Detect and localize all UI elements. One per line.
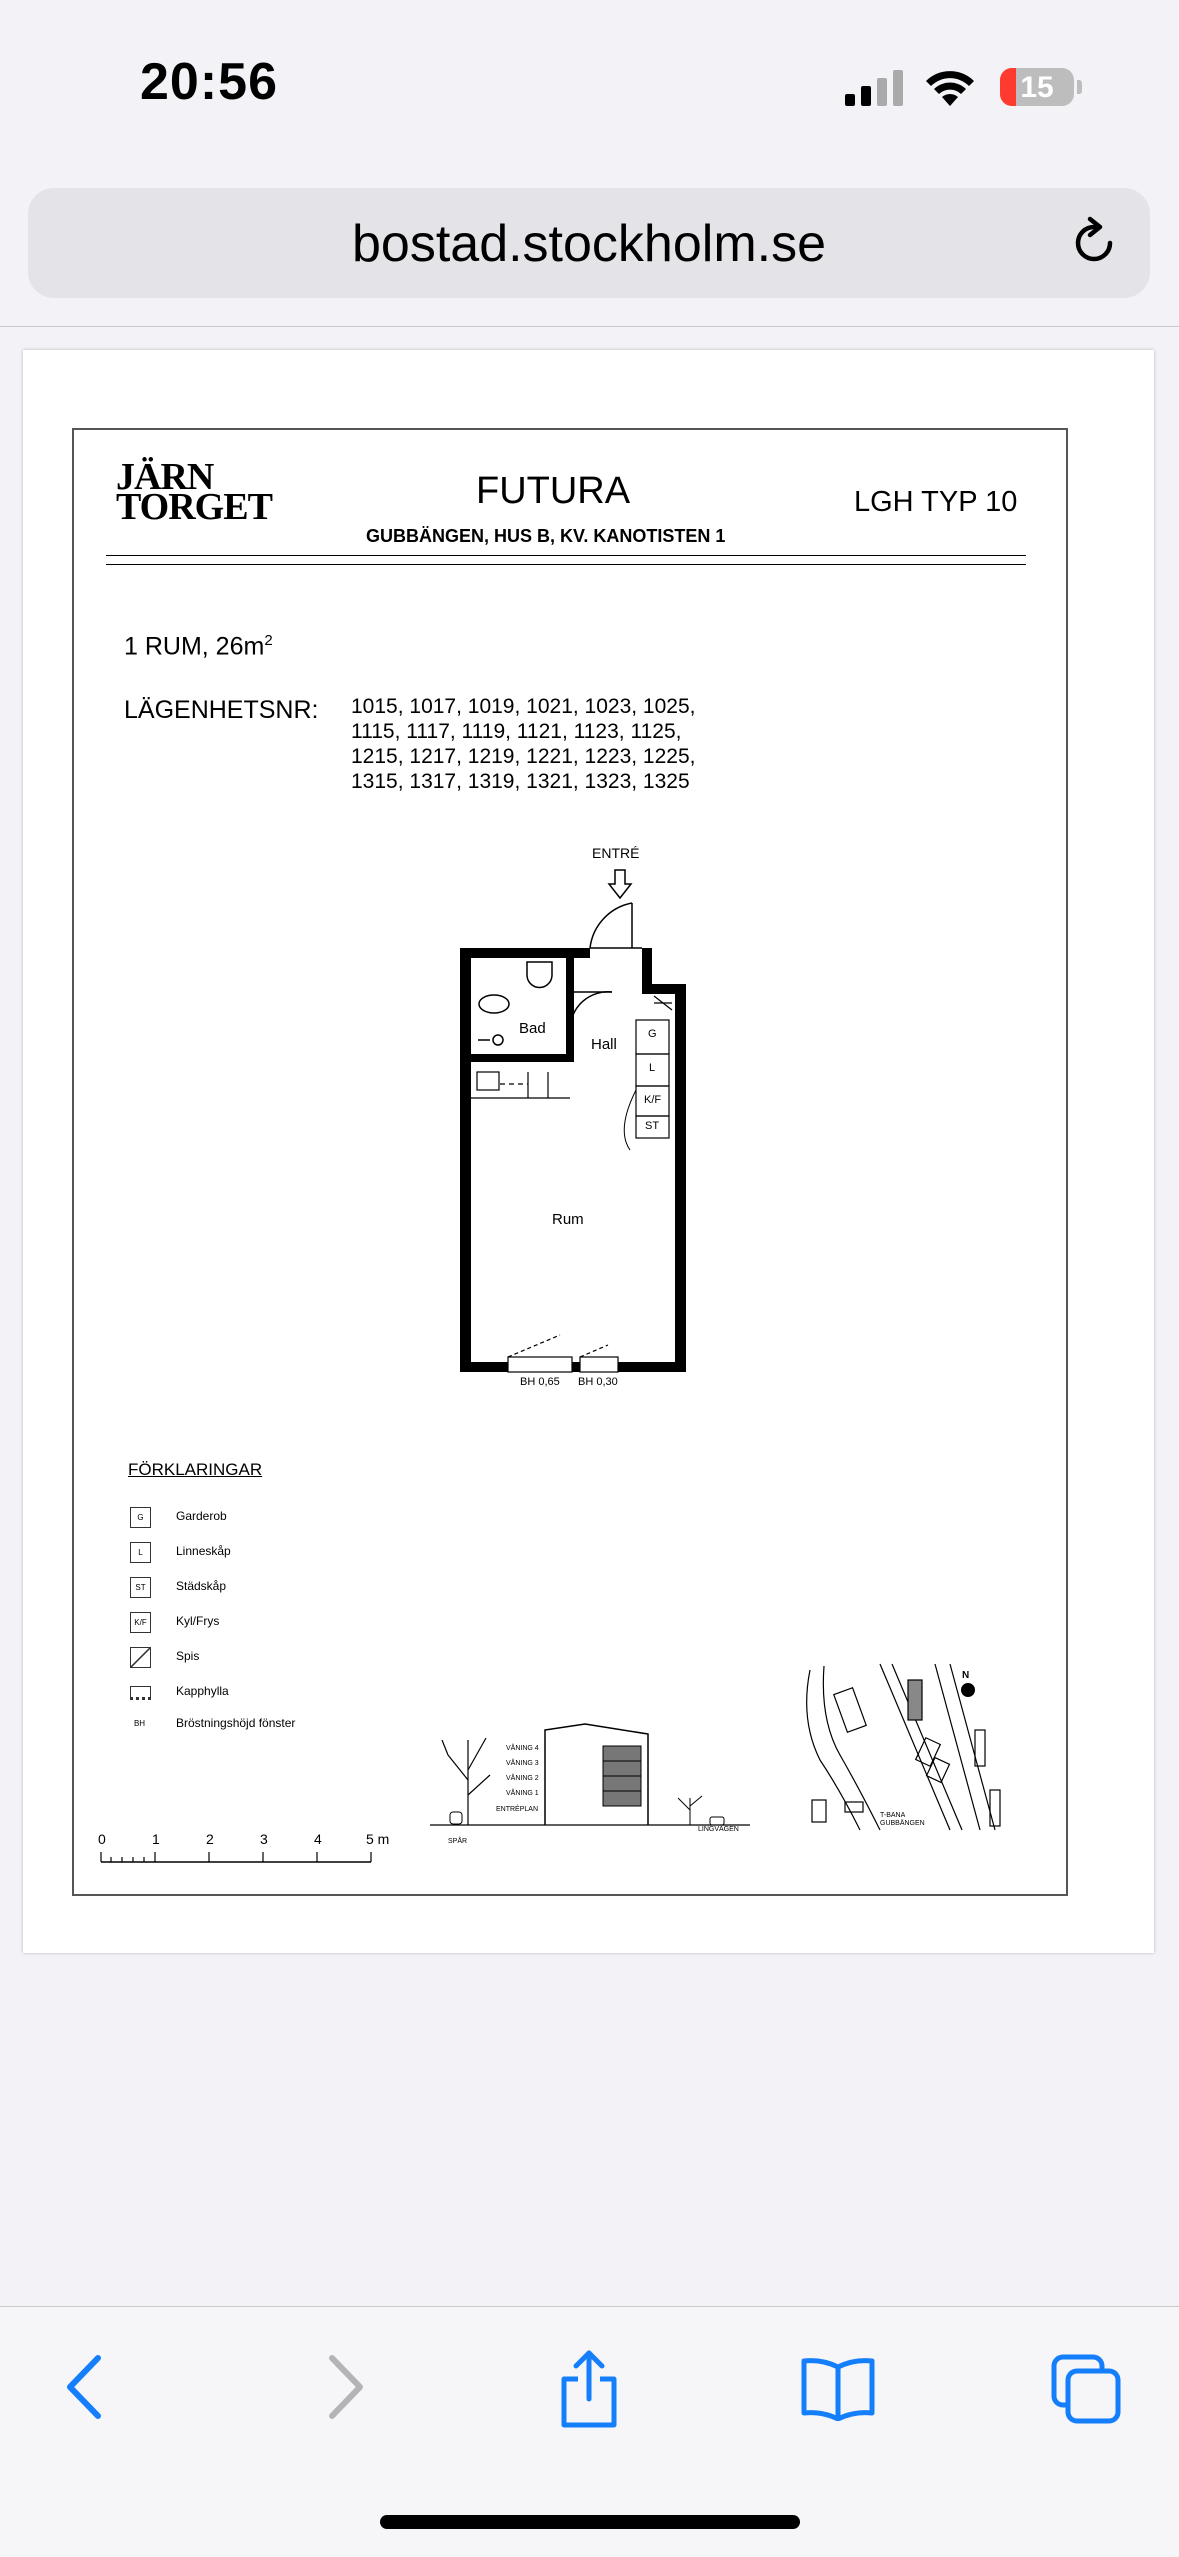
apartment-type: LGH TYP 10 <box>854 486 1018 518</box>
battery-level: 15 <box>1020 71 1054 104</box>
legend-label: Städskåp <box>176 1579 227 1593</box>
bookmarks-icon[interactable] <box>798 2355 878 2421</box>
scale-label: 0 <box>98 1831 106 1847</box>
section-ground-right: LINGVÄGEN <box>698 1826 739 1833</box>
legend-label: Kyl/Frys <box>176 1614 220 1628</box>
room-size-text: 1 RUM, 26m <box>124 632 265 661</box>
scale-label: 4 <box>314 1831 322 1847</box>
room-size-unit-sup: 2 <box>264 632 273 649</box>
section-label: VÅNING 4 <box>506 1745 539 1752</box>
forward-icon[interactable] <box>320 2352 370 2422</box>
legend-label: Linneskåp <box>176 1544 231 1558</box>
apartment-numbers-label: LÄGENHETSNR: <box>124 696 319 724</box>
section-label: VÅNING 1 <box>506 1790 539 1797</box>
windows <box>508 1335 618 1372</box>
section-label: ENTRÉPLAN <box>496 1806 539 1813</box>
room-label-hall: Hall <box>591 1036 617 1053</box>
legend-label: Bröstningshöjd fönster <box>176 1716 296 1730</box>
section-ground-left: SPÅR <box>448 1838 468 1845</box>
home-indicator <box>380 2515 800 2529</box>
section-label: VÅNING 3 <box>506 1760 539 1767</box>
apartment-numbers-row: 1215, 1217, 1219, 1221, 1223, 1225, <box>351 745 696 768</box>
room-label-rum: Rum <box>552 1211 584 1228</box>
url-text: bostad.stockholm.se <box>351 215 827 273</box>
map-label-north: N <box>962 1670 970 1681</box>
legend-code: ST <box>130 1577 151 1598</box>
logo-line-2: TORGET <box>116 486 272 528</box>
legend-label: Spis <box>176 1649 200 1663</box>
kitchen-counter <box>471 1072 570 1098</box>
section-label: VÅNING 2 <box>506 1775 539 1782</box>
tree-icon <box>442 1738 490 1825</box>
closet-label: L <box>649 1062 656 1074</box>
window-label: BH 0,65 <box>520 1376 560 1388</box>
status-time: 20:56 <box>140 53 278 111</box>
back-icon[interactable] <box>60 2352 110 2422</box>
legend-title: FÖRKLARINGAR <box>128 1460 263 1479</box>
tree-icon <box>678 1796 702 1825</box>
north-arrow-icon <box>961 1683 975 1697</box>
map-label-tbana: T-BANA GUBBÄNGEN <box>880 1812 925 1827</box>
legend-code: K/F <box>130 1612 151 1633</box>
coat-rack-icon <box>130 1686 151 1700</box>
legend-code: L <box>130 1542 151 1563</box>
scale-label: 5 m <box>366 1831 390 1847</box>
stove-icon <box>130 1647 151 1668</box>
closet-label: K/F <box>644 1094 662 1106</box>
plan-subtitle: GUBBÄNGEN, HUS B, KV. KANOTISTEN 1 <box>366 526 726 546</box>
apartment-numbers-row: 1115, 1117, 1119, 1121, 1123, 1125, <box>351 720 682 743</box>
closet-door-swing <box>624 1090 636 1150</box>
entry-label: ENTRÉ <box>592 845 640 861</box>
legend-code: G <box>130 1507 151 1528</box>
legend-code: BH <box>133 1719 146 1728</box>
legend-label: Garderob <box>176 1509 227 1523</box>
scale-label: 1 <box>152 1831 160 1847</box>
legend-label: Kapphylla <box>176 1684 229 1698</box>
plan-title: FUTURA <box>476 470 631 512</box>
car-icon <box>710 1817 724 1825</box>
scale-bar <box>95 1840 395 1870</box>
scale-label: 3 <box>260 1831 268 1847</box>
room-label-bad: Bad <box>519 1020 546 1037</box>
closet-label: G <box>648 1028 657 1040</box>
closet-label: ST <box>645 1120 660 1132</box>
window-label: BH 0,30 <box>578 1376 618 1388</box>
entry-arrow-icon <box>609 870 631 898</box>
scale-label: 2 <box>206 1831 214 1847</box>
apartment-numbers-row: 1015, 1017, 1019, 1021, 1023, 1025, <box>351 695 696 718</box>
share-icon[interactable] <box>556 2349 622 2429</box>
apartment-numbers-row: 1315, 1317, 1319, 1321, 1323, 1325 <box>351 770 690 793</box>
tabs-icon[interactable] <box>1050 2353 1122 2425</box>
exterior-walls <box>460 948 686 1372</box>
bathroom-door <box>570 992 612 1030</box>
entry-door <box>590 903 642 948</box>
logo-line-1: JÄRN <box>116 456 214 498</box>
train-icon <box>450 1812 462 1824</box>
